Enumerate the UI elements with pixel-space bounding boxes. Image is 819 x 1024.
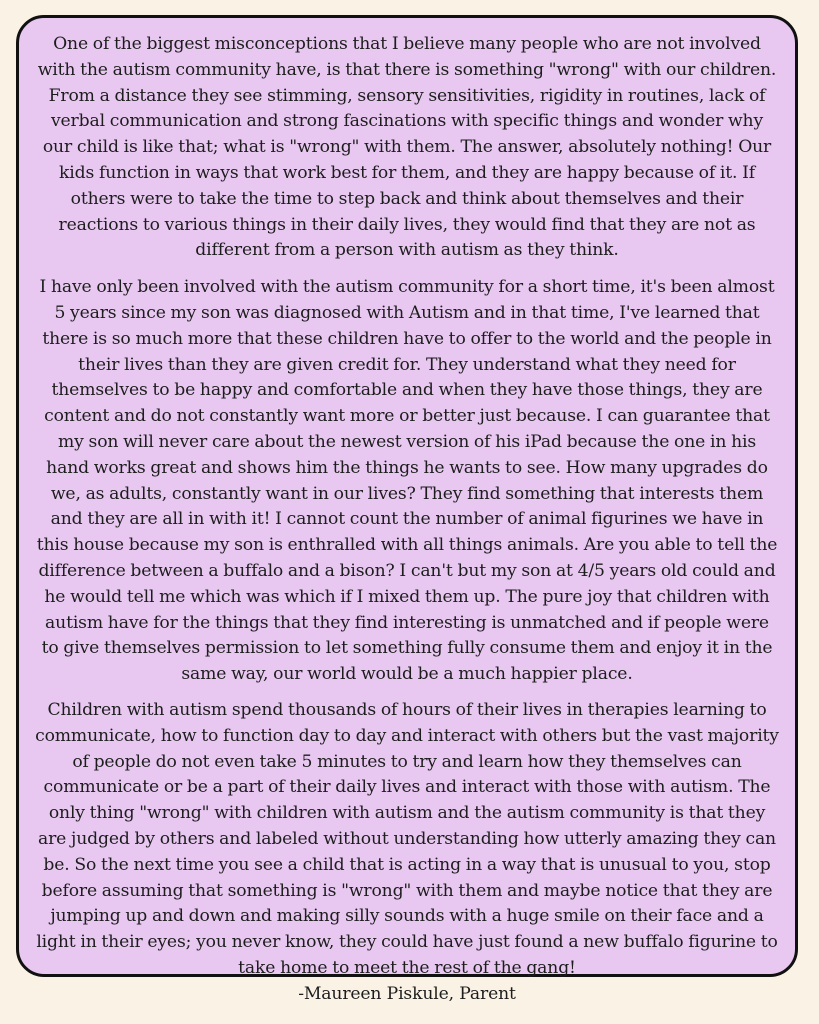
paragraph-3: Children with autism spend thousands of hours of their lives in therapies learning to communicate, how to function day to day and interact with others but the vast majority of people do not even take 5 minutes to try and learn how they themselves can communicate or be a part of their daily lives and interact with those with autism. The only thing "wrong" with children with autism and the autism community is that they are judged by others and labeled without understanding how utterly amazing they can be. So the next time you see a child that is acting in a way that is unusual to you, stop before assuming that something is "wrong" with them and maybe notice that they are jumping up and down and making silly sounds with a huge smile on their face and a light in their eyes; you never know, they could have just found a new buffalo figurine to take home to meet the rest of the gang!: [35, 699, 779, 978]
author-signature: -Maureen Piskule, Parent: [298, 983, 516, 1004]
quote-card: [16, 15, 798, 1004]
paragraph-1: One of the biggest misconceptions that I believe many people who are not involved with the autism community have, is that there is something "wrong" with our children. From a distance they see stimming, sensory sensitivities, rigidity in routines, lack of verbal communication and strong fascinations with specific things and wonder why our child is like that; what is "wrong" with them. The answer, absolutely nothing! Our kids function in ways that work best for them, and they are happy because of it. If others were to take the time to step back and think about themselves and their reactions to various things in their daily lives, they would find that they are not as different from a person with autism as they think.: [37, 34, 777, 261]
paragraph-2: I have only been involved with the autism community for a short time, it's been almost 5 years since my son was diagnosed with Autism and in that time, I've learned that there is so much more that these children have to offer to the world and the people in their lives than they are given credit for. They understand what they need for themselves to be happy and comfortable and when they have those things, they are content and do not constantly want more or better just because. I can guarantee that my son will never care about the newest version of his iPad because the one in his hand works great and shows him the things he wants to see. How many upgrades do we, as adults, constantly want in our lives? They find something that interests them and they are all in with it! I cannot count the number of animal figurines we have in this house because my son is enthralled with all things animals. Are you able to tell the difference between a buffalo and a bison? I can't but my son at 4/5 years old could and he would tell me which was which if I mixed them up. The pure joy that children with autism have for the things that they find interesting is unmatched and if people were to give themselves permission to let something fully consume them and enjoy it in the same way, our world would be a much happier place.: [36, 277, 778, 685]
